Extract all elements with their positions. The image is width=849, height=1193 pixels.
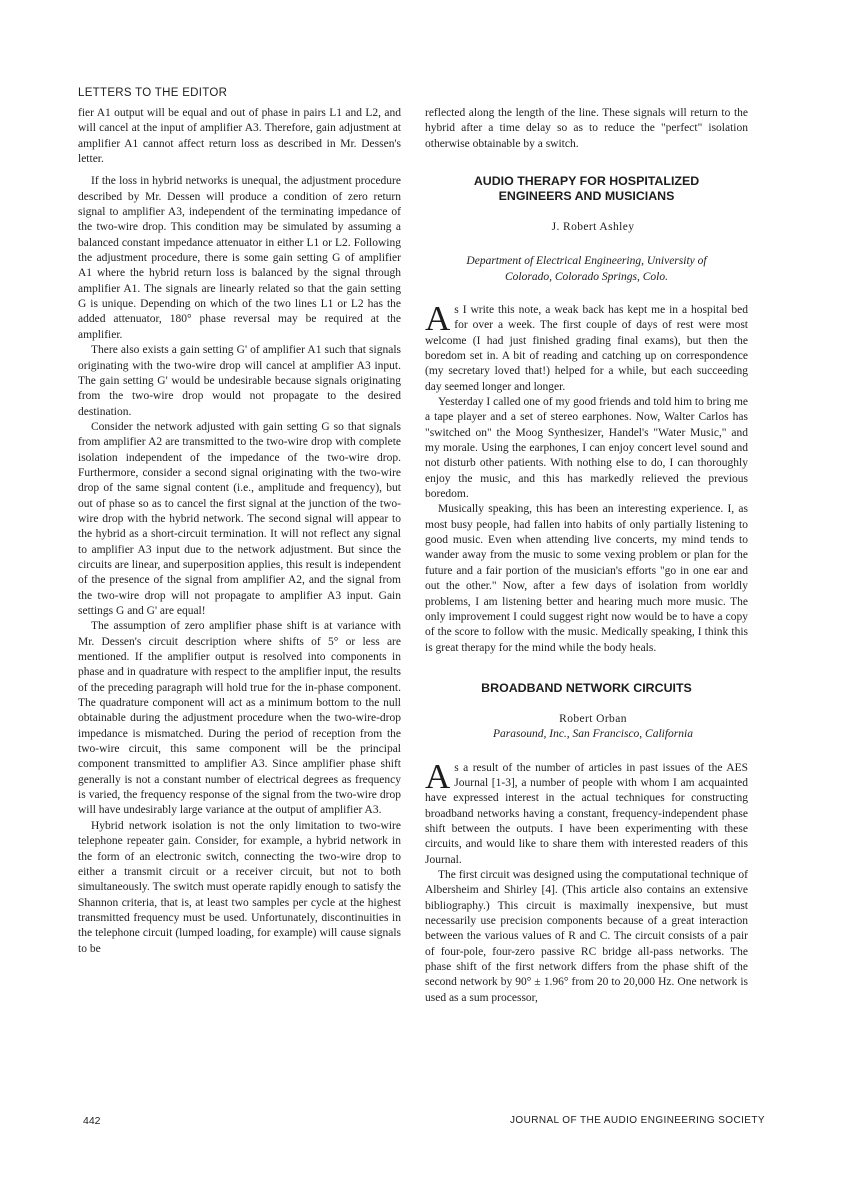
article-title: BROADBAND NETWORK CIRCUITS: [481, 680, 692, 695]
paragraph: As a result of the number of articles in past issues of the AES Journal [1-3], a number of people with whom I am acquainted have expressed interest in the actual techniques for constructing broadband networks having a constant, frequency-independent phase shift between the outputs. I have been experimenting with these circuits, and would like to share them with interested readers of this Journal.: [425, 756, 748, 866]
paragraph: If the loss in hybrid networks is unequal, the adjustment procedure described by Mr. Dessen will produce a condition of zero return signal to amplifier A3, independent of the terminating impedance of the two-wire drop. This condition may be simulated by assuming a balanced constant impedance attenuator in either L1 or L2. Following the adjustment procedure, there is some gain setting G of amplifier A1 where the hybrid return loss is balanced by the signal through amplifier A1. The signals are linearly related so that the gain setting G is unique. Depending on which of the two lines L1 or L2 has the added attenuator, 180° phase reversal may be required at the amplifier.: [78, 175, 401, 341]
article-title: AUDIO THERAPY FOR HOSPITALIZED ENGINEERS AND MUSICIANS: [473, 174, 700, 204]
page-number: 442: [83, 1115, 101, 1127]
article-author: Robert Orban: [559, 712, 627, 725]
article-affiliation: Parasound, Inc., San Francisco, California: [493, 728, 693, 741]
drop-cap: A: [425, 756, 451, 796]
drop-cap: A: [425, 298, 451, 338]
paragraph: Consider the network adjusted with gain setting G so that signals from amplifier A2 are transmitted to the two-wire drop with complete isolation independent of the impedance of the two-wire drop. Furthermore, consider a second signal originating with the two-wire drop of the same signal content (i.e., amplitude and frequency), but out of phase so as to cancel the first signal at the junction of the two-wire drop with the hybrid network. The second signal will appear to the hybrid as a short-circuit termination. It will not reflect any signal to amplifier A3 input due to the network adjustment. But since the circuits are linear, and superposition applies, this result is independent of the presence of the signal from amplifier A2, and the signal from the two-wire drop will not propagate to amplifier A3 input. Gain settings G and G' are equal!: [78, 420, 401, 617]
article-affiliation: Department of Electrical Engineering, University of Colorado, Colorado Springs, Colo.: [466, 255, 707, 283]
paragraph: As I write this note, a weak back has kept me in a hospital bed for over a week. The first couple of days of rest were most welcome (I had just finished grading final exams), but then the boredom set in. A bit of reading and catching up on correspondence (my secretary loved that!) helped for a while, but each succeeding day seemed longer and longer.: [425, 298, 748, 393]
journal-name: JOURNAL OF THE AUDIO ENGINEERING SOCIETY: [510, 1115, 765, 1126]
paragraph: fier A1 output will be equal and out of phase in pairs L1 and L2, and will cancel at the input of amplifier A3. Therefore, gain adjustment at amplifier A1 cannot affect return loss as described in Mr. Dessen's letter.: [78, 107, 401, 166]
article-author: J. Robert Ashley: [551, 221, 635, 234]
paragraph: reflected along the length of the line. These signals will return to the hybrid after a time delay so as to reduce the "perfect" isolation otherwise obtainable by a switch.: [425, 107, 748, 150]
right-column: [425, 106, 748, 1006]
paragraph: The assumption of zero amplifier phase shift is at variance with Mr. Dessen's circuit description where shifts of 5° or less are mentioned. If the amplifier output is resolved into components in phase and in quadrature with respect to the amplifier input, the results of the preceding paragraph will hold true for the in-phase component. The quadrature component will act as a minimum bottom to the null obtainable during the adjustment procedure when the two-wire-drop impedance is mismatched. During the period of reception from the two-wire circuit, this same component will be the principal component transmitted to amplifier A3. Since amplifier phase shift generally is not a constant number of electrical degrees as frequency is varied, the frequency response of the signal from the two-wire drop will have undesirably large variance at the output of amplifier A3.: [78, 620, 401, 817]
paragraph: There also exists a gain setting G' of amplifier A1 such that signals originating with the two-wire drop will cancel at amplifier A3 input. The gain setting G' would be undesirable because signals originating from the two-wire drop would not propagate to the desired destination.: [78, 344, 401, 418]
paragraph: Yesterday I called one of my good friends and told him to bring me a tape player and a set of stereo earphones. Now, Walter Carlos has "switched on" the Moog Synthesizer, Handel's "Water Music," and my morale. Using the earphones, I can enjoy concert level sound and not disturb other patients. With nothing else to do, I can thoroughly enjoy the music, and this has markedly relieved the previous boredom.: [425, 396, 748, 501]
paragraph: Musically speaking, this has been an interesting experience. I, as most busy people, had fallen into habits of only partially listening to good music. Even when attending live concerts, my mind tends to wander away from the music to some vexing problem or plan for the future and a fair portion of the musician's efforts "go in one ear and out the other." Now, after a few days of isolation from worldly problems, I am listening better and hearing much more music. The only improvement I could suggest right now would be to have a copy of the score to follow with the music. Medically speaking, I think this is great therapy for the mind while the body heals.: [425, 503, 748, 654]
paragraph: The first circuit was designed using the computational technique of Albersheim and Shirley [4]. (This article also contains an extensive bibliography.) This circuit is maximally inexpensive, but must necessarily use precision components because of a great interaction between the various values of R and C. The circuit consists of a pair of four-pole, four-zero passive RC bridge all-pass networks. The phase shift of the first network differs from the phase shift of the second network by 90° ± 1.96° from 20 to 20,000 Hz. One network is used as a sum processor,: [425, 868, 748, 1004]
paragraph: Hybrid network isolation is not the only limitation to two-wire telephone repeater gain. Consider, for example, a hybrid network in the form of an electronic switch, connecting the two-wire drop to either a transmit circuit or a receiver circuit, but not to both simultaneously. The switch must operate rapidly enough to satisfy the Shannon criteria, that is, at least two samples per cycle at the highest transmitted frequency must be used. Unfortunately, discontinuities in the telephone circuit (lumped loading, for example) will cause signals to be: [78, 819, 401, 955]
running-head: LETTERS TO THE EDITOR: [78, 87, 228, 99]
left-column: [78, 106, 401, 957]
